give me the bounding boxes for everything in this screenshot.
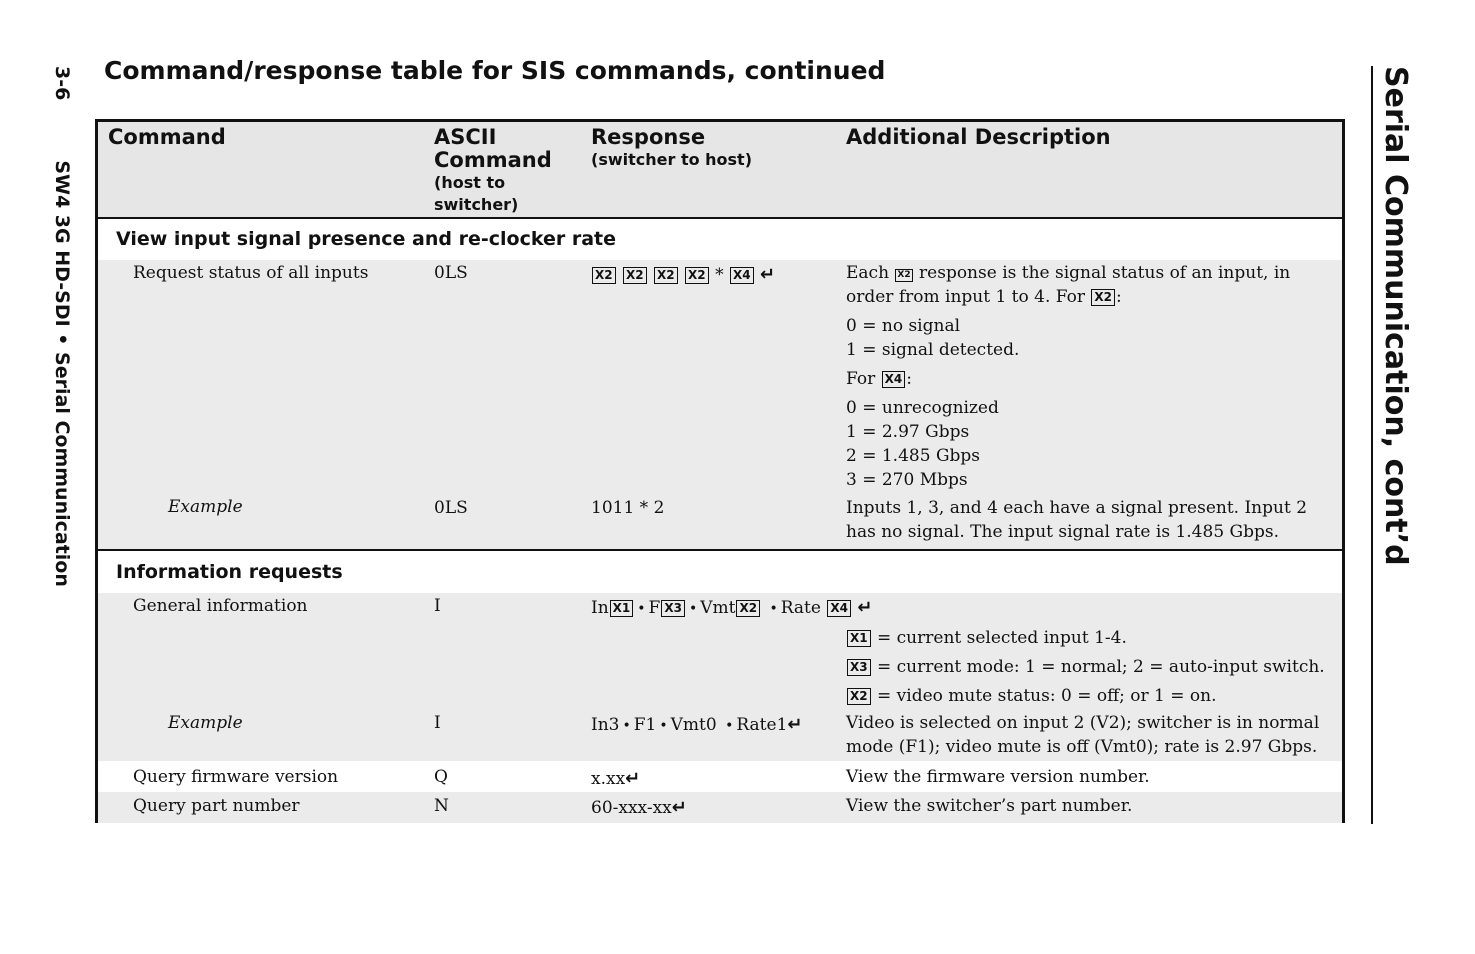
page-title: Command/response table for SIS commands, continued [104, 56, 886, 85]
boxed-variable-icon: X2 [654, 267, 678, 284]
boxed-variable-icon: X2 [623, 267, 647, 284]
command-cell: General information [133, 596, 308, 616]
return-arrow-icon: ↵ [625, 768, 641, 789]
ascii-cell: I [434, 713, 441, 733]
boxed-variable-icon: X3 [661, 600, 685, 617]
header-description: Additional Description [846, 125, 1111, 149]
return-arrow-icon: ↵ [787, 714, 803, 735]
response-cell: X2 X2 X2 X2 * X4 ↵ [591, 263, 775, 287]
response-cell: In X1 • F X3 • Vmt X2 • Rate X4 ↵ [591, 597, 873, 618]
return-arrow-icon: ↵ [857, 597, 873, 618]
command-cell: Request status of all inputs [133, 263, 369, 283]
boxed-variable-icon: X2 [897, 270, 911, 280]
boxed-variable-icon: X2 [1091, 289, 1115, 306]
boxed-variable-icon: X3 [847, 659, 871, 676]
description-cell: X1 = current selected input 1-4. X3 = current mode: 1 = normal; 2 = auto-input switch. X2 = video mute status: 0 = off; or 1 = on. [846, 626, 1325, 708]
command-cell: Example [168, 713, 243, 733]
section-tab-rule [1371, 66, 1373, 824]
product-reference: SW4 3G HD-SDI • Serial Communication [51, 160, 73, 587]
header-ascii: ASCII Command (host to switcher) [434, 125, 552, 214]
left-margin [51, 66, 73, 587]
command-cell: Query firmware version [133, 767, 339, 787]
ascii-cell: Q [434, 767, 448, 787]
return-arrow-icon: ↵ [671, 797, 687, 818]
description-cell: View the switcher’s part number. [846, 796, 1133, 816]
section-divider [98, 549, 1342, 551]
boxed-variable-icon: X2 [685, 267, 709, 284]
section-title: View input signal presence and re-clocker rate [116, 228, 616, 250]
return-arrow-icon: ↵ [759, 264, 776, 285]
header-response: Response (switcher to host) [591, 125, 753, 169]
command-cell: Example [168, 497, 243, 517]
boxed-variable-icon: X4 [827, 600, 851, 617]
description-cell: Inputs 1, 3, and 4 each have a signal present. Input 2 has no signal. The input signal rate is 1.485 Gbps. [846, 498, 1308, 542]
response-cell: In3 • F1 • Vmt0 • Rate1↵ [591, 714, 803, 735]
boxed-variable-icon: X2 [736, 600, 760, 617]
boxed-variable-icon: X1 [847, 630, 871, 647]
section-tab: Serial Communication, cont’d [1378, 66, 1413, 566]
ascii-cell: N [434, 796, 449, 816]
description-cell: Each X2 response is the signal status of an input, in order from input 1 to 4. For X2 : 0 = no signal 1 = signal detected. For X4 : 0 = unrecognized 1 = 2.97 Gbps 2 = 1.485 Gbps 3 = 270 Mbps [846, 263, 1291, 490]
boxed-variable-icon: X4 [882, 371, 906, 388]
ascii-cell: I [434, 596, 441, 616]
ascii-cell: 0LS [434, 498, 468, 518]
response-cell: x.xx↵ [591, 768, 641, 789]
sis-command-table [95, 119, 1345, 823]
response-cell: 60-xxx-xx↵ [591, 797, 687, 818]
boxed-variable-icon: X4 [730, 267, 754, 284]
boxed-variable-icon: X1 [610, 600, 634, 617]
description-cell: View the firmware version number. [846, 767, 1150, 787]
ascii-cell: 0LS [434, 263, 468, 283]
description-cell: Video is selected on input 2 (V2); switcher is in normal mode (F1); video mute is off (Vmt0); rate is 2.97 Gbps. [846, 713, 1320, 757]
section-title: Information requests [116, 561, 343, 583]
header-divider [98, 217, 1342, 219]
command-cell: Query part number [133, 796, 300, 816]
header-command: Command [108, 125, 226, 149]
response-cell: 1011 * 2 [591, 498, 665, 518]
boxed-variable-icon: X2 [847, 688, 871, 705]
boxed-variable-icon: X2 [592, 267, 616, 284]
page-number: 3-6 [51, 66, 73, 101]
